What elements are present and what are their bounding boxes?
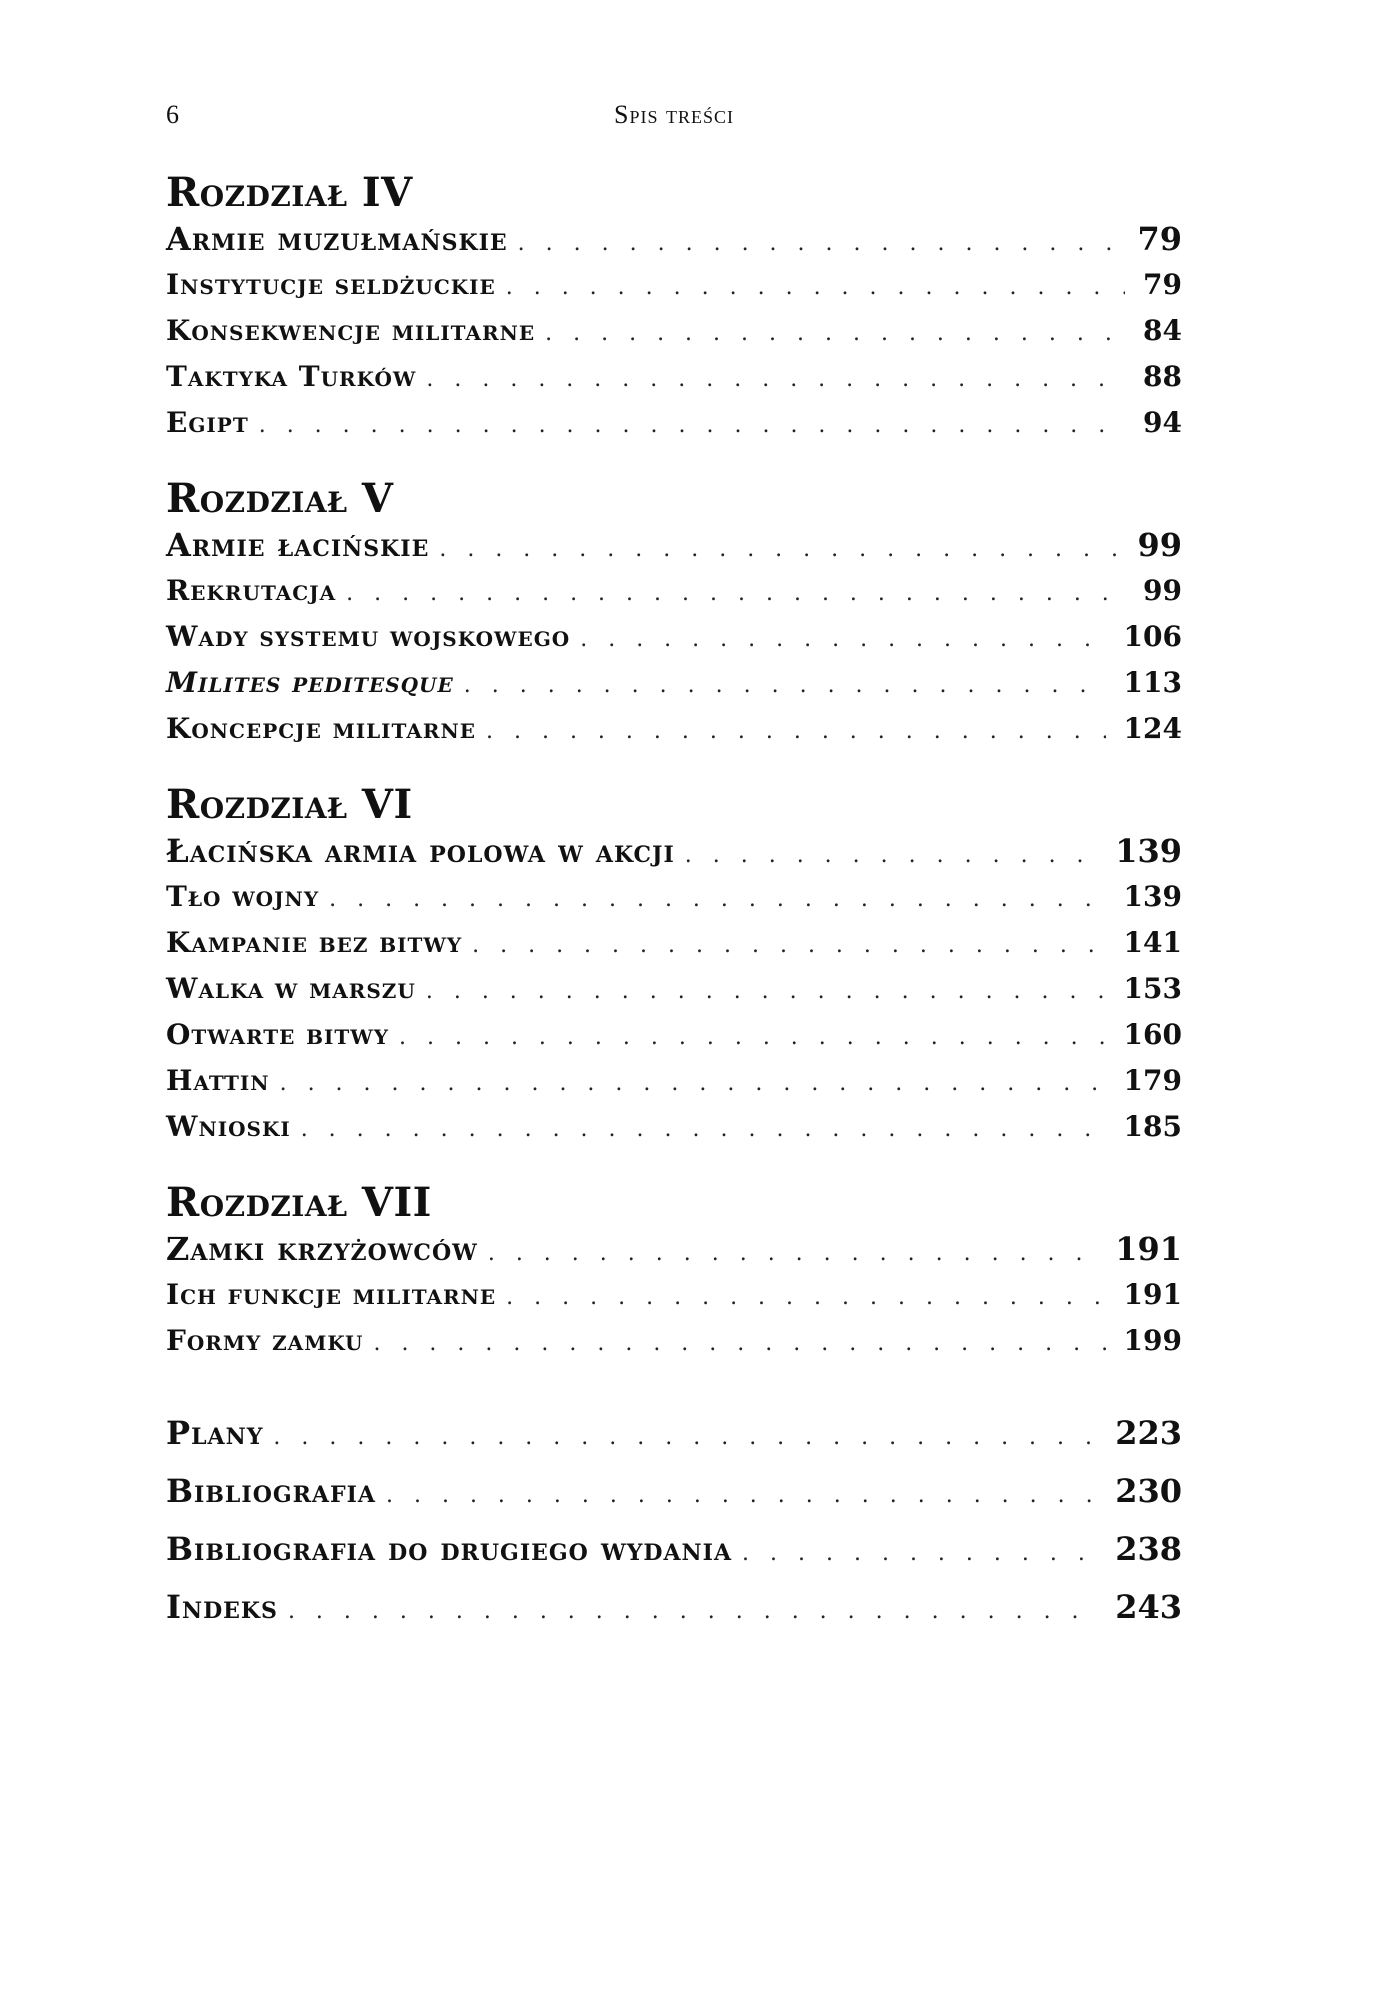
toc-entry-label: Koncepcje militarne — [166, 712, 476, 745]
toc-entry-label: Tło wojny — [166, 880, 320, 913]
running-head — [166, 100, 1182, 140]
toc-entry — [166, 1012, 1182, 1058]
toc-entry-label: Wnioski — [166, 1110, 291, 1143]
chapter-section — [166, 170, 1182, 446]
toc-entry — [166, 568, 1182, 614]
toc-entry — [166, 308, 1182, 354]
toc-entry-page: 79 — [1143, 268, 1182, 301]
chapter-list — [166, 170, 1182, 1364]
table-of-contents — [166, 170, 1182, 1636]
dot-leader — [439, 527, 1119, 573]
dot-leader — [472, 923, 1105, 969]
toc-entry-label: Otwarte bitwy — [166, 1018, 389, 1051]
toc-entry — [166, 966, 1182, 1012]
toc-entry-page: 124 — [1123, 712, 1182, 745]
dot-leader — [373, 1321, 1105, 1367]
toc-entry-page: 223 — [1115, 1414, 1182, 1452]
dot-leader — [301, 1107, 1106, 1153]
dot-leader — [426, 357, 1125, 403]
toc-entry — [166, 1058, 1182, 1104]
chapter-title: Rozdział V — [166, 475, 394, 522]
toc-entry-label: Bibliografia do drugiego wydania — [166, 1530, 733, 1568]
toc-entry-page: 99 — [1143, 574, 1182, 607]
toc-entry-page: 243 — [1115, 1588, 1182, 1626]
toc-entry-page: 191 — [1123, 1278, 1182, 1311]
toc-entry — [166, 1578, 1182, 1636]
dot-leader — [346, 571, 1125, 617]
toc-entry-label: Formy zamku — [166, 1324, 364, 1357]
dot-leader — [464, 663, 1106, 709]
dot-leader — [259, 403, 1125, 449]
toc-entry-label: Armie łacińskie — [166, 526, 430, 564]
toc-entry-page: 88 — [1143, 360, 1182, 393]
toc-entry-label: Armie muzułmańskie — [166, 220, 508, 258]
toc-entry — [166, 1404, 1182, 1462]
toc-entry — [166, 1104, 1182, 1150]
toc-entry-page: 79 — [1137, 220, 1182, 258]
dot-leader — [506, 1275, 1105, 1321]
toc-entry-label: Bibliografia — [166, 1472, 376, 1510]
toc-entry — [166, 1462, 1182, 1520]
running-title: Spis treści — [614, 100, 734, 129]
dot-leader — [506, 265, 1125, 311]
toc-entry-label: Konsekwencje militarne — [166, 314, 536, 347]
toc-entry-page: 139 — [1123, 880, 1182, 913]
dot-leader — [329, 877, 1105, 923]
toc-entry-page: 160 — [1123, 1018, 1182, 1051]
dot-leader — [580, 617, 1105, 663]
toc-entry — [166, 660, 1182, 706]
toc-entry-label: Ich funkcje militarne — [166, 1278, 497, 1311]
toc-entry-label: Łacińska armia polowa w akcji — [166, 832, 675, 870]
toc-entry — [166, 1318, 1182, 1364]
chapter-section — [166, 476, 1182, 752]
toc-entry — [166, 1226, 1182, 1272]
dot-leader — [288, 1583, 1097, 1641]
toc-entry-page: 99 — [1137, 526, 1182, 564]
toc-entry-page: 199 — [1123, 1324, 1182, 1357]
dot-leader — [280, 1061, 1106, 1107]
toc-entry-label: Zamki krzyżowców — [166, 1230, 478, 1268]
chapter-section — [166, 782, 1182, 1150]
dot-leader — [518, 221, 1120, 267]
chapter-title: Rozdział VI — [166, 781, 413, 828]
dot-leader — [742, 1525, 1097, 1583]
toc-entry-page: 191 — [1115, 1230, 1182, 1268]
dot-leader — [488, 1231, 1097, 1277]
toc-entry-label: Kampanie bez bitwy — [166, 926, 463, 959]
toc-entry-page: 230 — [1115, 1472, 1182, 1510]
toc-entry — [166, 216, 1182, 262]
toc-entry-label: Walka w marszu — [166, 972, 416, 1005]
toc-entry-label: Egipt — [166, 406, 249, 439]
toc-entry — [166, 828, 1182, 874]
toc-entry-page: 238 — [1115, 1530, 1182, 1568]
toc-entry — [166, 920, 1182, 966]
toc-entry — [166, 1520, 1182, 1578]
chapter-title: Rozdział IV — [166, 169, 413, 216]
toc-entry-page: 179 — [1123, 1064, 1182, 1097]
toc-entry-page: 106 — [1123, 620, 1182, 653]
toc-entry-page: 185 — [1123, 1110, 1182, 1143]
chapter-section — [166, 1180, 1182, 1364]
toc-entry — [166, 874, 1182, 920]
toc-entry-page: 113 — [1123, 666, 1182, 699]
toc-entry-label: Rekrutacja — [166, 574, 337, 607]
toc-entry-page: 84 — [1143, 314, 1182, 347]
dot-leader — [399, 1015, 1106, 1061]
dot-leader — [685, 833, 1097, 879]
dot-leader — [386, 1467, 1097, 1525]
toc-entry — [166, 614, 1182, 660]
toc-entry-page: 94 — [1143, 406, 1182, 439]
chapter-title: Rozdział VII — [166, 1179, 432, 1226]
toc-entry-page: 153 — [1123, 972, 1182, 1005]
dot-leader — [486, 709, 1106, 755]
dot-leader — [273, 1409, 1097, 1467]
toc-entry-label: Hattin — [166, 1064, 270, 1097]
toc-entry — [166, 706, 1182, 752]
dot-leader — [545, 311, 1125, 357]
toc-entry-label: Indeks — [166, 1588, 278, 1626]
toc-entry — [166, 262, 1182, 308]
toc-entry-label: Wady systemu wojskowego — [166, 620, 571, 653]
toc-entry-label: Instytucje seldżuckie — [166, 268, 496, 301]
toc-entry-page: 141 — [1123, 926, 1182, 959]
toc-entry-page: 139 — [1115, 832, 1182, 870]
toc-entry — [166, 522, 1182, 568]
toc-entry — [166, 354, 1182, 400]
toc-entry — [166, 400, 1182, 446]
backmatter-list — [166, 1404, 1182, 1636]
toc-entry-label: Plany — [166, 1414, 264, 1452]
toc-entry-label: Milites peditesque — [166, 666, 454, 699]
dot-leader — [426, 969, 1106, 1015]
toc-entry — [166, 1272, 1182, 1318]
page-number: 6 — [166, 100, 179, 129]
toc-entry-label: Taktyka Turków — [166, 360, 417, 393]
